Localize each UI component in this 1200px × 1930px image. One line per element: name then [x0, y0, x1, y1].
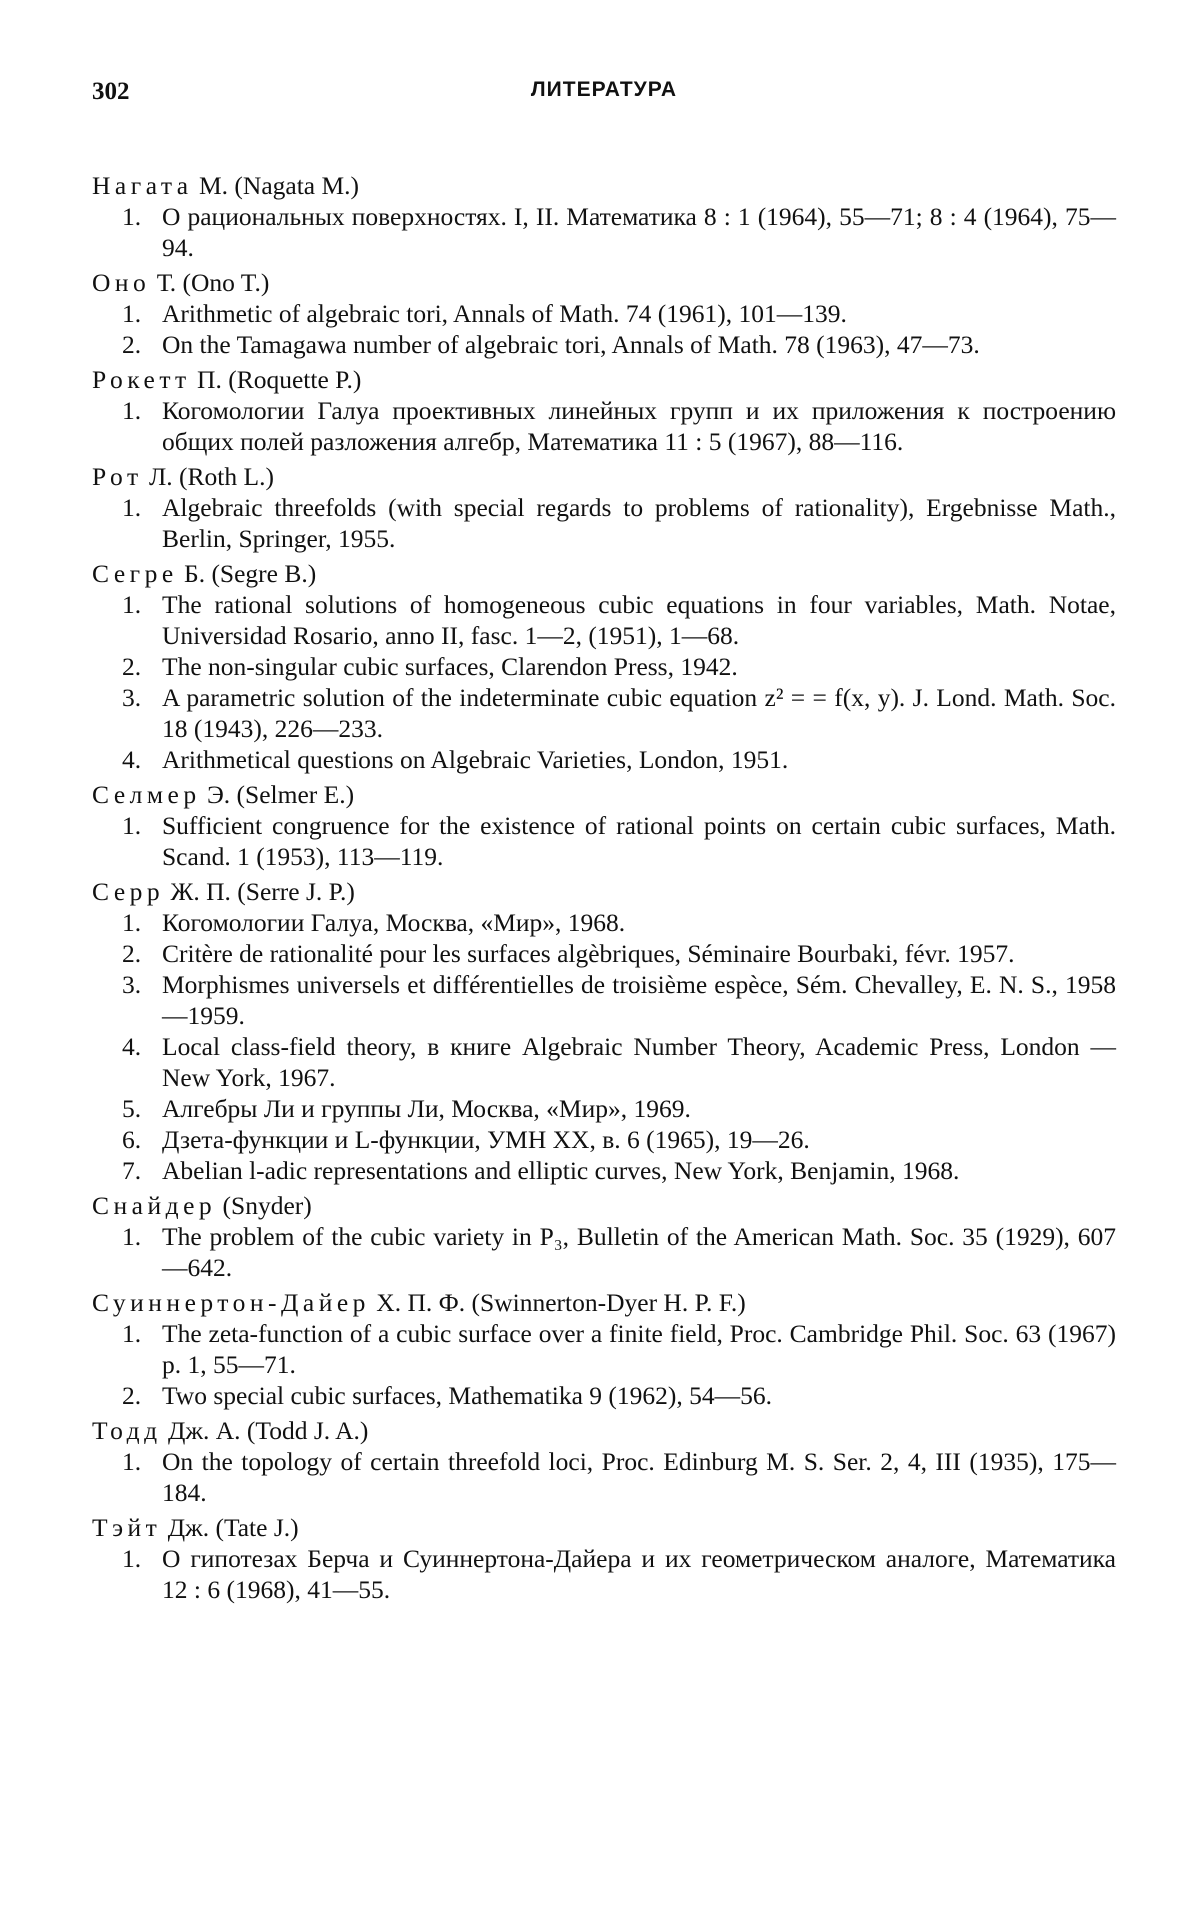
reference-entry [92, 329, 1116, 360]
author-details: Э. (Selmer E.) [200, 780, 355, 809]
author-surname: Рот [92, 462, 143, 491]
author-surname: Снайдер [92, 1191, 217, 1220]
author-details: (Snyder) [216, 1191, 312, 1220]
author-heading [92, 461, 1116, 492]
entry-text: Local class-field theory, в книге Algebraic Number Theory, Academic Press, London — New York, 1967. [162, 1032, 1116, 1092]
entry-number: 1. [122, 202, 142, 231]
reference-entry [92, 1155, 1116, 1186]
author-surname: Суиннертон-Дайер [92, 1288, 370, 1317]
entry-number: 7. [122, 1156, 142, 1185]
author-details: М. (Nagata M.) [192, 171, 360, 200]
author-surname: Оно [92, 268, 151, 297]
author-heading [92, 170, 1116, 201]
entry-text: Дзета-функции и L-функции, УМН XX, в. 6 (1965), 19—26. [162, 1125, 810, 1154]
entry-text: A parametric solution of the indeterminate cubic equation z² = = f(x, y). J. Lond. Math. Soc. 18 (1943), 226—233. [162, 683, 1116, 743]
reference-entry [92, 810, 1116, 872]
entry-number: 1. [122, 299, 142, 328]
reference-entry [92, 907, 1116, 938]
author-details: Х. П. Ф. (Swinnerton-Dyer H. P. F.) [369, 1288, 746, 1317]
reference-entry [92, 395, 1116, 457]
author-surname: Селмер [92, 780, 201, 809]
reference-entry [92, 651, 1116, 682]
entry-number: 1. [122, 1319, 142, 1348]
entry-number: 2. [122, 1381, 142, 1410]
entry-text: Когомологии Галуа, Москва, «Мир», 1968. [162, 908, 626, 937]
entry-text: Morphismes universels et différentielles de troisième espèce, Sém. Chevalley, E. N. S., 1958—1959. [162, 970, 1116, 1030]
entry-number: 2. [122, 652, 142, 681]
page-header [92, 78, 1116, 118]
reference-entry [92, 938, 1116, 969]
author-surname: Нагата [92, 171, 193, 200]
author-heading [92, 1512, 1116, 1543]
entry-text: Sufficient congruence for the existence of rational points on certain cubic surfaces, Math. Scand. 1 (1953), 113—119. [162, 811, 1116, 871]
author-details: Т. (Ono T.) [150, 268, 270, 297]
author-heading [92, 267, 1116, 298]
author-surname: Серр [92, 877, 165, 906]
reference-entry [92, 589, 1116, 651]
entry-text: Abelian l-adic representations and elliptic curves, New York, Benjamin, 1968. [162, 1156, 960, 1185]
entry-number: 3. [122, 683, 142, 712]
entry-number: 3. [122, 970, 142, 999]
entry-text: Critère de rationalité pour les surfaces algèbriques, Séminaire Bourbaki, févr. 1957. [162, 939, 1015, 968]
entry-number: 4. [122, 1032, 142, 1061]
reference-entry [92, 201, 1116, 263]
author-heading [92, 779, 1116, 810]
entry-text: The non-singular cubic surfaces, Clarendon Press, 1942. [162, 652, 738, 681]
reference-entry [92, 1031, 1116, 1093]
entry-text: О гипотезах Берча и Суиннертона-Дайера и их геометрическом аналоге, Математика 12 : 6 (1968), 41—55. [162, 1544, 1116, 1604]
author-heading [92, 1190, 1116, 1221]
author-details: П. (Roquette P.) [190, 365, 362, 394]
reference-entry [92, 744, 1116, 775]
author-heading [92, 558, 1116, 589]
author-details: Дж. (Tate J.) [161, 1513, 299, 1542]
running-title: ЛИТЕРАТУРА [530, 78, 678, 101]
entry-text: On the topology of certain threefold loci, Proc. Edinburg M. S. Ser. 2, 4, III (1935), 175—184. [162, 1447, 1116, 1507]
book-page [92, 78, 1116, 1605]
entry-text: The zeta-function of a cubic surface over a finite field, Proc. Cambridge Phil. Soc. 63 (1967) p. 1, 55—71. [162, 1319, 1116, 1379]
entry-number: 1. [122, 590, 142, 619]
author-details: Дж. А. (Todd J. A.) [161, 1416, 369, 1445]
reference-entry [92, 1318, 1116, 1380]
entry-text: Алгебры Ли и группы Ли, Москва, «Мир», 1969. [162, 1094, 691, 1123]
reference-entry [92, 1380, 1116, 1411]
reference-entry [92, 298, 1116, 329]
entry-number: 1. [122, 811, 142, 840]
entry-text: Arithmetical questions on Algebraic Varieties, London, 1951. [162, 745, 789, 774]
entry-number: 1. [122, 1544, 142, 1573]
entry-number: 6. [122, 1125, 142, 1154]
author-heading [92, 1287, 1116, 1318]
entry-text: On the Tamagawa number of algebraic tori, Annals of Math. 78 (1963), 47—73. [162, 330, 980, 359]
entry-number: 1. [122, 908, 142, 937]
reference-entry [92, 1446, 1116, 1508]
author-surname: Тэйт [92, 1513, 162, 1542]
reference-entry [92, 1093, 1116, 1124]
reference-entry [92, 1221, 1116, 1283]
entry-number: 4. [122, 745, 142, 774]
reference-entry [92, 492, 1116, 554]
reference-entry [92, 1124, 1116, 1155]
entry-text: Algebraic threefolds (with special regards to problems of rationality), Ergebnisse Math., Berlin, Springer, 1955. [162, 493, 1116, 553]
author-details: Л. (Roth L.) [142, 462, 274, 491]
entry-number: 2. [122, 939, 142, 968]
entry-text: О рациональных поверхностях. I, II. Математика 8 : 1 (1964), 55—71; 8 : 4 (1964), 75—94. [162, 202, 1116, 262]
entry-text: Когомологии Галуа проективных линейных групп и их приложения к построению общих полей разложения алгебр, Математика 11 : 5 (1967), 88—116. [162, 396, 1116, 456]
entry-number: 2. [122, 330, 142, 359]
entry-text: The rational solutions of homogeneous cubic equations in four variables, Math. Notae, Universidad Rosario, anno II, fasc. 1—2, (1951), 1—68. [162, 590, 1116, 650]
author-surname: Рокетт [92, 365, 191, 394]
reference-entry [92, 682, 1116, 744]
reference-entry [92, 1543, 1116, 1605]
entry-text: Arithmetic of algebraic tori, Annals of Math. 74 (1961), 101—139. [162, 299, 847, 328]
bibliography-list [92, 170, 1116, 1605]
entry-text: The problem of the cubic variety in P₃, Bulletin of the American Math. Soc. 35 (1929), 607—642. [162, 1222, 1116, 1282]
reference-entry [92, 969, 1116, 1031]
entry-number: 1. [122, 396, 142, 425]
page-number: 302 [92, 78, 130, 105]
entry-number: 5. [122, 1094, 142, 1123]
entry-number: 1. [122, 1447, 142, 1476]
author-surname: Тодд [92, 1416, 162, 1445]
author-surname: Сегре [92, 559, 178, 588]
entry-number: 1. [122, 1222, 142, 1251]
entry-text: Two special cubic surfaces, Mathematika 9 (1962), 54—56. [162, 1381, 773, 1410]
entry-number: 1. [122, 493, 142, 522]
author-details: Б. (Segre B.) [177, 559, 317, 588]
author-heading [92, 876, 1116, 907]
author-heading [92, 364, 1116, 395]
author-heading [92, 1415, 1116, 1446]
author-details: Ж. П. (Serre J. P.) [164, 877, 355, 906]
